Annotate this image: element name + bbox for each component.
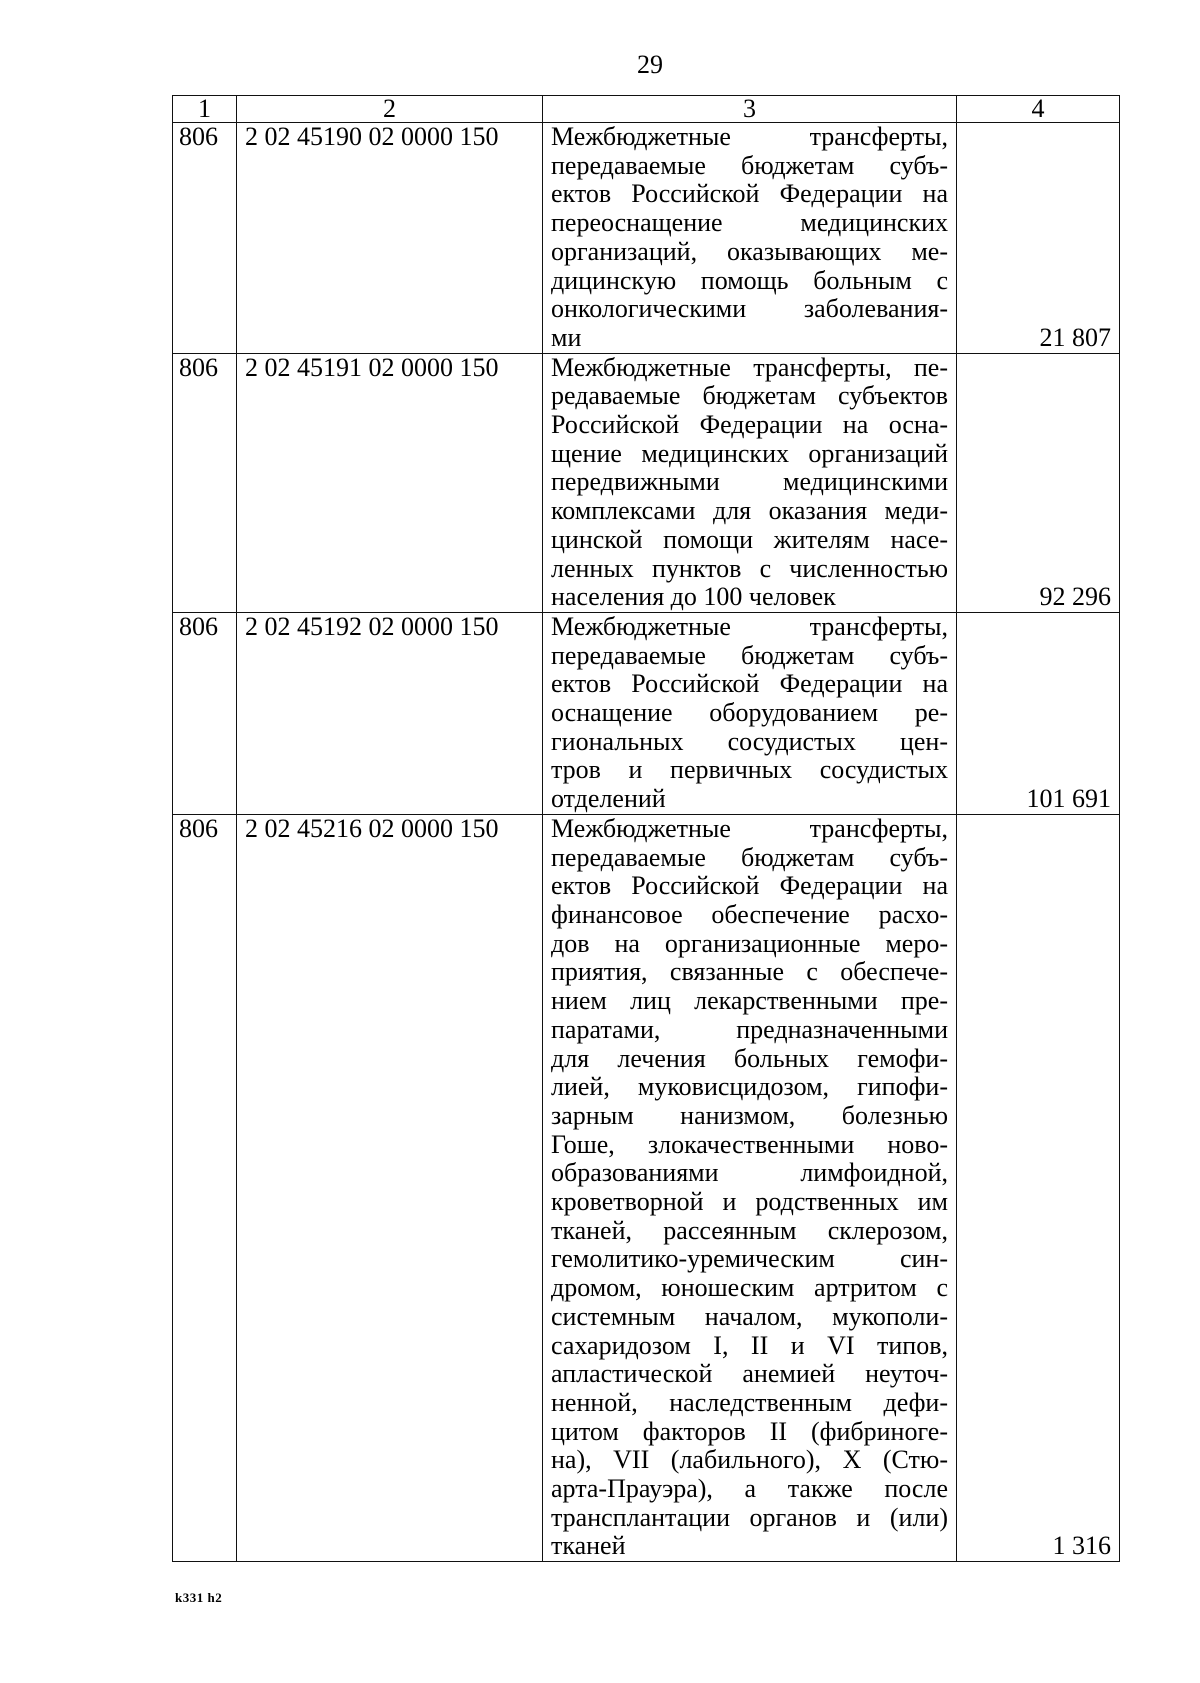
description-line: переоснащение медицинских <box>551 208 948 238</box>
description-line: зарным нанизмом, болезнью <box>551 1100 948 1130</box>
description-line: арта-Прауэра), а также после <box>551 1474 948 1504</box>
table-header-row <box>173 96 1120 123</box>
description-line: приятия, связанные с обеспече- <box>551 957 948 987</box>
column-header-1: 1 <box>173 96 237 123</box>
description-line: сахаридозом I, II и VI типов, <box>551 1330 948 1360</box>
description-line: финансовое обеспечение расхо- <box>551 899 948 929</box>
description-line: ми <box>551 322 582 352</box>
admin-code-cell: 806 <box>173 612 237 814</box>
amount-cell: 101 691 <box>957 612 1120 814</box>
budget-classification-code-cell: 2 02 45190 02 0000 150 <box>237 123 543 354</box>
budget-classification-code-cell: 2 02 45192 02 0000 150 <box>237 612 543 814</box>
description-line: оснащение оборудованием ре- <box>551 698 948 728</box>
description-line: передвижными медицинскими <box>551 467 948 497</box>
description-line: тканей, рассеянным склерозом, <box>551 1215 948 1245</box>
description-line: ненной, наследственным дефи- <box>551 1387 948 1417</box>
description-line: лией, муковисцидозом, гипофи- <box>551 1072 948 1102</box>
column-header-4: 4 <box>957 96 1120 123</box>
description-line: Межбюджетные трансферты, <box>551 611 948 641</box>
budget-classification-code-cell: 2 02 45216 02 0000 150 <box>237 814 543 1561</box>
description-line: образованиями лимфоидной, <box>551 1158 948 1188</box>
description-line: цинской помощи жителям насе- <box>551 524 948 554</box>
table-row <box>173 353 1120 612</box>
description-line: Российской Федерации на осна- <box>551 410 948 440</box>
column-header-2: 2 <box>237 96 543 123</box>
description-line: редаваемые бюджетам субъектов <box>551 381 948 411</box>
description-line: комплексами для оказания меди- <box>551 496 948 526</box>
description-line: передаваемые бюджетам субъ- <box>551 150 948 180</box>
description-line: населения до 100 человек <box>551 582 836 612</box>
description-line: онкологическими заболевания- <box>551 294 948 324</box>
description-line: передаваемые бюджетам субъ- <box>551 842 948 872</box>
description-line: кроветворной и родственных им <box>551 1187 948 1217</box>
description-line: Межбюджетные трансферты, <box>551 813 948 843</box>
admin-code-cell: 806 <box>173 123 237 354</box>
budget-table <box>172 95 1120 1562</box>
description-line: на), VII (лабильного), X (Стю- <box>551 1445 948 1475</box>
description-line: гемолитико-уремическим син- <box>551 1244 948 1274</box>
description-line: ектов Российской Федерации на <box>551 871 948 901</box>
description-line: ленных пунктов с численностью <box>551 553 948 583</box>
column-header-3: 3 <box>543 96 957 123</box>
description-line: ектов Российской Федерации на <box>551 669 948 699</box>
amount-cell: 21 807 <box>957 123 1120 354</box>
description-line: апластической анемией неуточ- <box>551 1359 948 1389</box>
page-number: 29 <box>637 50 663 79</box>
description-line: системным началом, мукополи- <box>551 1301 948 1331</box>
admin-code-cell: 806 <box>173 814 237 1561</box>
description-line: Гоше, злокачественными ново- <box>551 1129 948 1159</box>
description-cell <box>543 612 957 814</box>
description-cell <box>543 123 957 354</box>
description-line: отделений <box>551 784 666 814</box>
description-line: Межбюджетные трансферты, <box>551 122 948 151</box>
description-line: ектов Российской Федерации на <box>551 179 948 209</box>
description-line: паратами, предназначенными <box>551 1014 948 1044</box>
amount-cell: 1 316 <box>957 814 1120 1561</box>
table-row <box>173 612 1120 814</box>
description-line: Межбюджетные трансферты, пе- <box>551 352 948 382</box>
table-row <box>173 814 1120 1561</box>
description-line: цитом факторов II (фибриноге- <box>551 1416 948 1446</box>
admin-code-cell: 806 <box>173 353 237 612</box>
description-line: дицинскую помощь больным с <box>551 265 948 295</box>
description-cell <box>543 814 957 1561</box>
description-line: гиональных сосудистых цен- <box>551 726 948 756</box>
description-line: передаваемые бюджетам субъ- <box>551 640 948 670</box>
description-line: организаций, оказывающих ме- <box>551 236 948 266</box>
description-line: тров и первичных сосудистых <box>551 755 948 785</box>
description-line: трансплантации органов и (или) <box>551 1502 948 1532</box>
budget-classification-code-cell: 2 02 45191 02 0000 150 <box>237 353 543 612</box>
document-footer-code: k331 h2 <box>175 1590 223 1605</box>
description-line: тканей <box>551 1531 626 1561</box>
table-body <box>173 96 1120 1562</box>
description-line: дромом, юношеским артритом с <box>551 1273 948 1303</box>
table-row <box>173 123 1120 354</box>
amount-cell: 92 296 <box>957 353 1120 612</box>
description-line: щение медицинских организаций <box>551 438 948 468</box>
description-cell <box>543 353 957 612</box>
description-line: дов на организационные меро- <box>551 928 948 958</box>
description-line: для лечения больных гемофи- <box>551 1043 948 1073</box>
description-line: нием лиц лекарственными пре- <box>551 986 948 1016</box>
